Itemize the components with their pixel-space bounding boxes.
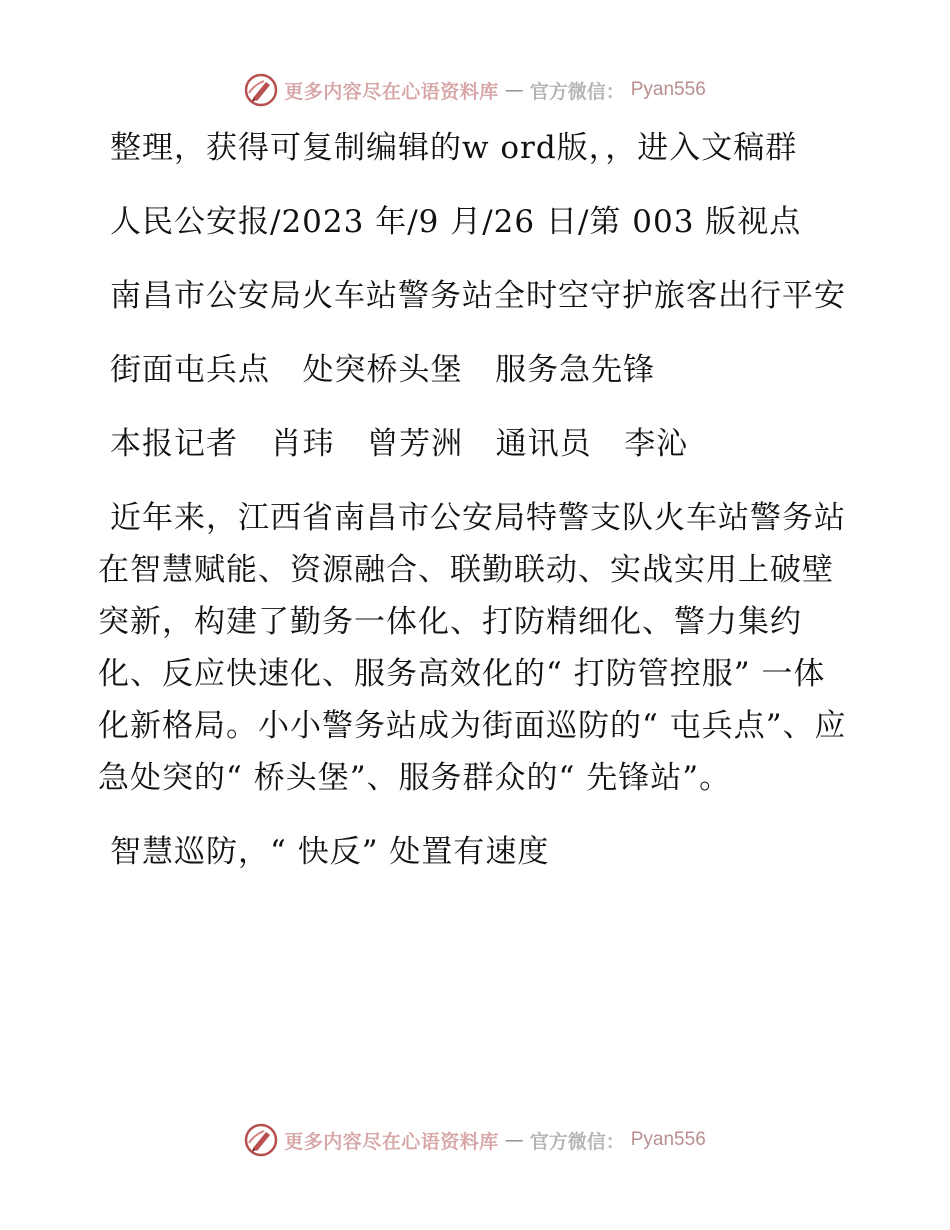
- pen-logo-icon: [244, 1123, 278, 1157]
- watermark-dash: —: [504, 79, 524, 101]
- watermark-wechat-id: Pyan556: [630, 79, 706, 100]
- watermark-inner: [244, 73, 706, 107]
- pen-logo-icon: [244, 73, 278, 107]
- source-line: 人民公安报/2023 年/9 月/26 日/第 003 版视点: [110, 204, 802, 240]
- watermark-inner: [244, 1123, 706, 1157]
- watermark-text: 更多内容尽在心语资料库: [284, 1130, 499, 1153]
- header-watermark: [0, 68, 950, 112]
- body-paragraph: 近年来，江西省南昌市公安局特警支队火车站警务站在智慧赋能、资源融合、联勤联动、实战实用上破壁突新，构建了勤务一体化、打防精细化、警力集约化、反应快速化、服务高效化的“ 打防管控服” 一体化新格局。小小警务站成为街面巡防的“ 屯兵点”、应急处突的“ 桥头堡”、服务群众的“ 先锋站”。: [98, 500, 847, 796]
- article-subtitle: 街面屯兵点 处突桥头堡 服务急先锋: [110, 352, 656, 388]
- watermark-dash: —: [504, 1129, 524, 1151]
- section-heading: 智慧巡防，“ 快反” 处置有速度: [110, 834, 550, 870]
- footer-watermark: [0, 1118, 950, 1162]
- watermark-wechat-id: Pyan556: [630, 1129, 706, 1150]
- byline: 本报记者 肖玮 曾芳洲 通讯员 李沁: [110, 426, 689, 462]
- document-body: [98, 122, 850, 900]
- watermark-wechat-label: 官方微信：: [529, 80, 625, 103]
- article-title: 南昌市公安局火车站警务站全时空守护旅客出行平安: [110, 278, 846, 314]
- watermark-text: 更多内容尽在心语资料库: [284, 80, 499, 103]
- intro-paragraph: 整理，获得可复制编辑的w ord版，，进入文稿群: [110, 130, 798, 166]
- watermark-wechat-label: 官方微信：: [529, 1130, 625, 1153]
